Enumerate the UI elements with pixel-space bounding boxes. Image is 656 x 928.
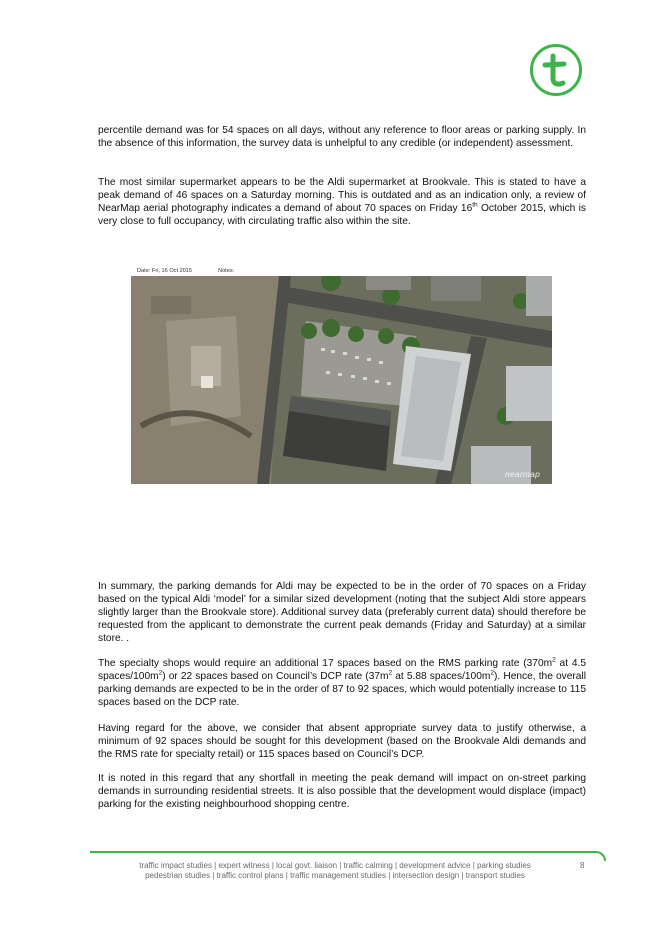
- paragraph-4-part-b: at 4.5 spaces/100m: [98, 658, 586, 682]
- paragraph-4-text: [98, 657, 586, 709]
- paragraph-4-part-c: ) or 22 spaces based on Council’s DCP rate (37m: [162, 671, 389, 682]
- superscript-2: 2: [158, 669, 163, 677]
- footer-divider: [90, 851, 606, 861]
- paragraph-1-text: percentile demand was for 54 spaces on all days, without any reference to floor areas or parking supply. In the absence of this information, the survey data is unhelpful to any credible (or independent) assessment.: [98, 125, 586, 149]
- paragraph-4-part-e: ). Hence, the overall parking demands are expected to be in the order of 87 to 92 spaces, which would potentially increase to 115 spaces based on the DCP rate.: [98, 671, 586, 708]
- aerial-map-image: [131, 276, 552, 484]
- ordinal-superscript: th: [472, 201, 478, 209]
- paragraph-4-part-a: The specialty shops would require an additional 17 spaces based on the RMS parking rate (370m: [98, 658, 553, 669]
- aerial-photograph: [131, 266, 552, 484]
- company-logo: [530, 44, 582, 96]
- aerial-date-label: Date: Fri, 16 Oct 2015: [137, 268, 193, 274]
- footer-line-2: pedestrian studies | traffic control plans | traffic management studies | intersection design | transport studies: [145, 871, 525, 880]
- paragraph-specialty-shops: [98, 657, 586, 709]
- superscript-3: 2: [388, 669, 393, 677]
- aerial-notes-label: Notes:: [218, 268, 235, 274]
- paragraph-recommendation: [98, 722, 586, 761]
- paragraph-summary: [98, 580, 586, 645]
- superscript-4: 2: [490, 669, 495, 677]
- footer-services: [96, 861, 574, 881]
- letter-t-logo-icon: [533, 47, 579, 93]
- paragraph-shortfall: [98, 772, 586, 811]
- paragraph-survey-data: [98, 124, 586, 150]
- nearmap-watermark: nearmap: [505, 469, 540, 479]
- footer-line-1: traffic impact studies | expert witness | local govt. liaison | traffic calming | development advice | parking studies: [139, 861, 531, 870]
- superscript-1: 2: [552, 656, 556, 664]
- paragraph-2-text: [98, 176, 586, 228]
- paragraph-5-text: Having regard for the above, we consider that absent appropriate survey data to justify otherwise, a minimum of 92 spaces should be sought for this development (based on the Brookvale Aldi demands and the RMS rate for specialty retail) or 115 spaces based on Council’s DCP.: [98, 723, 586, 760]
- page-number: 8: [580, 861, 585, 870]
- aerial-photo-header: [131, 266, 552, 276]
- paragraph-3-text: In summary, the parking demands for Aldi may be expected to be in the order of 70 spaces on a Friday based on the typical Aldi ‘model’ for a similar sized development (noting that the subject Aldi store appears slightly larger than the Brookvale store). Additional survey data (preferably current data) should therefore be requested from the applicant to demonstrate the current peak demands (Friday and Saturday) at a similar store. .: [98, 581, 586, 644]
- paragraph-2-part-a: The most similar supermarket appears to be the Aldi supermarket at Brookvale. This is stated to have a peak demand of 46 spaces on a Saturday morning. This is outdated and as an indication only, a review of NearMap aerial photography indicates a demand of about 70 spaces on Friday 16: [98, 177, 586, 214]
- paragraph-6-text: It is noted in this regard that any shortfall in meeting the peak demand will impact on on-street parking demands in surrounding residential streets. It is also possible that the development would displace (impact) parking for the existing neighbourhood shopping centre.: [98, 773, 586, 810]
- paragraph-2-part-b: October 2015, which is very close to full occupancy, with circulating traffic also within the site.: [98, 203, 586, 227]
- paragraph-4-part-d: at 5.88 spaces/100m: [392, 671, 491, 682]
- paragraph-brookvale-aldi: [98, 176, 586, 228]
